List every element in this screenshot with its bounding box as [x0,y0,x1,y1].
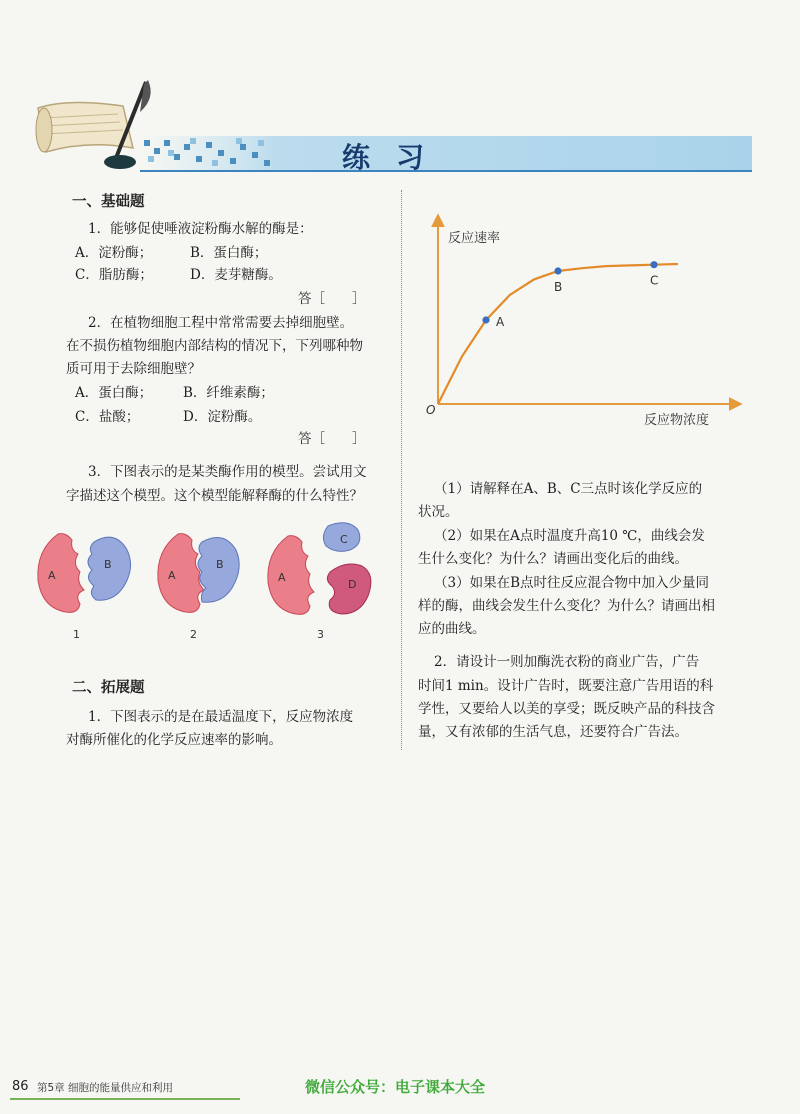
q3-line1: 3．下图表示的是某类酶作用的模型。尝试用文 [88,464,367,480]
q2-option-a: A．蛋白酶； [75,385,153,401]
model-step-1 [38,534,131,613]
footer-rule [10,1098,240,1100]
origin-label: O [426,403,436,417]
y-axis-label: 反应速率 [448,231,501,246]
s2-line2: 生什么变化？为什么？请画出变化后的曲线。 [418,551,688,567]
wechat-watermark: 微信公众号：电子课本大全 [305,1078,486,1096]
q2-line3: 质可用于去除细胞壁？ [66,361,201,377]
s2-line1: （2）如果在A点时温度升高10 ℃，曲线会发 [434,528,705,544]
q1-stem: 1．能够促使唾液淀粉酶水解的酶是： [88,221,313,237]
s1-line1: （1）请解释在A、B、C三点时该化学反应的 [434,481,703,497]
s3-line1: （3）如果在B点时往反应混合物中加入少量同 [434,575,710,591]
q3-line2: 字描述这个模型。这个模型能解释酶的什么特性？ [66,488,363,504]
s3-line2: 样的酶，曲线会发生什么变化？为什么？请画出相 [418,598,715,614]
q2-option-d: D．淀粉酶。 [183,409,262,425]
e2-line3: 学性，又要给人以美的享受；既反映产品的科技含 [418,701,715,717]
label-b-1: B [104,558,112,571]
label-a-3: A [278,571,286,584]
enzyme-a-shape-2 [158,534,204,613]
point-b [554,267,561,274]
label-d: D [348,578,357,591]
point-label-b: B [554,280,563,294]
e2-line4: 量，又有浓郁的生活气息，还要符合广告法。 [418,724,688,740]
q1-option-d: D．麦芽糖酶。 [190,267,282,283]
label-b-2: B [216,558,224,571]
s1-line2: 状况。 [418,504,459,520]
q2-answer-box: 答［ ］ [298,431,366,447]
point-c [650,261,657,268]
section-basic-title: 一、基础题 [72,194,145,210]
model-number-1: 1 [73,628,80,641]
q2-option-c: C．盐酸； [75,409,140,425]
enzyme-a-shape-1 [38,534,84,613]
label-a-1: A [48,569,56,582]
q2-option-b: B．纤维素酶； [183,385,274,401]
model-number-3: 3 [317,628,324,641]
enzyme-a-shape-3 [268,536,314,615]
point-a [482,316,489,323]
reaction-rate-chart [418,206,758,438]
q2-line1: 2．在植物细胞工程中常常需要去掉细胞壁。 [88,315,354,331]
e1-line2: 对酶所催化的化学反应速率的影响。 [66,732,282,748]
q1-option-b: B．蛋白酶； [190,245,268,261]
scroll-quill-icon [28,78,158,174]
q1-option-a: A．淀粉酶； [75,245,153,261]
e2-line2: 时间1 min。设计广告时，既要注意广告用语的科 [418,678,714,694]
column-divider [401,190,402,750]
label-a-2: A [168,569,176,582]
e1-line1: 1．下图表示的是在最适温度下，反应物浓度 [88,709,354,725]
model-number-2: 2 [190,628,197,641]
model-step-3 [268,523,371,615]
label-c: C [340,533,348,546]
page-number: 86 [12,1079,29,1094]
q2-line2: 在不损伤植物细胞内部结构的情况下，下列哪种物 [66,338,363,354]
point-label-a: A [496,315,505,329]
e2-line1: 2．请设计一则加酶洗衣粉的商业广告，广告 [434,654,700,670]
chapter-label: 第5章 细胞的能量供应和利用 [37,1082,174,1094]
section-ext-title: 二、拓展题 [72,680,145,696]
q1-option-c: C．脂肪酶； [75,267,153,283]
page-title: 练习 [342,141,451,174]
point-label-c: C [650,273,659,288]
model-step-2 [158,534,239,613]
s3-line3: 应的曲线。 [418,621,486,637]
x-axis-label: 反应物浓度 [644,413,710,428]
enzyme-model-figure [30,520,380,645]
q1-answer-box: 答［ ］ [298,291,366,307]
